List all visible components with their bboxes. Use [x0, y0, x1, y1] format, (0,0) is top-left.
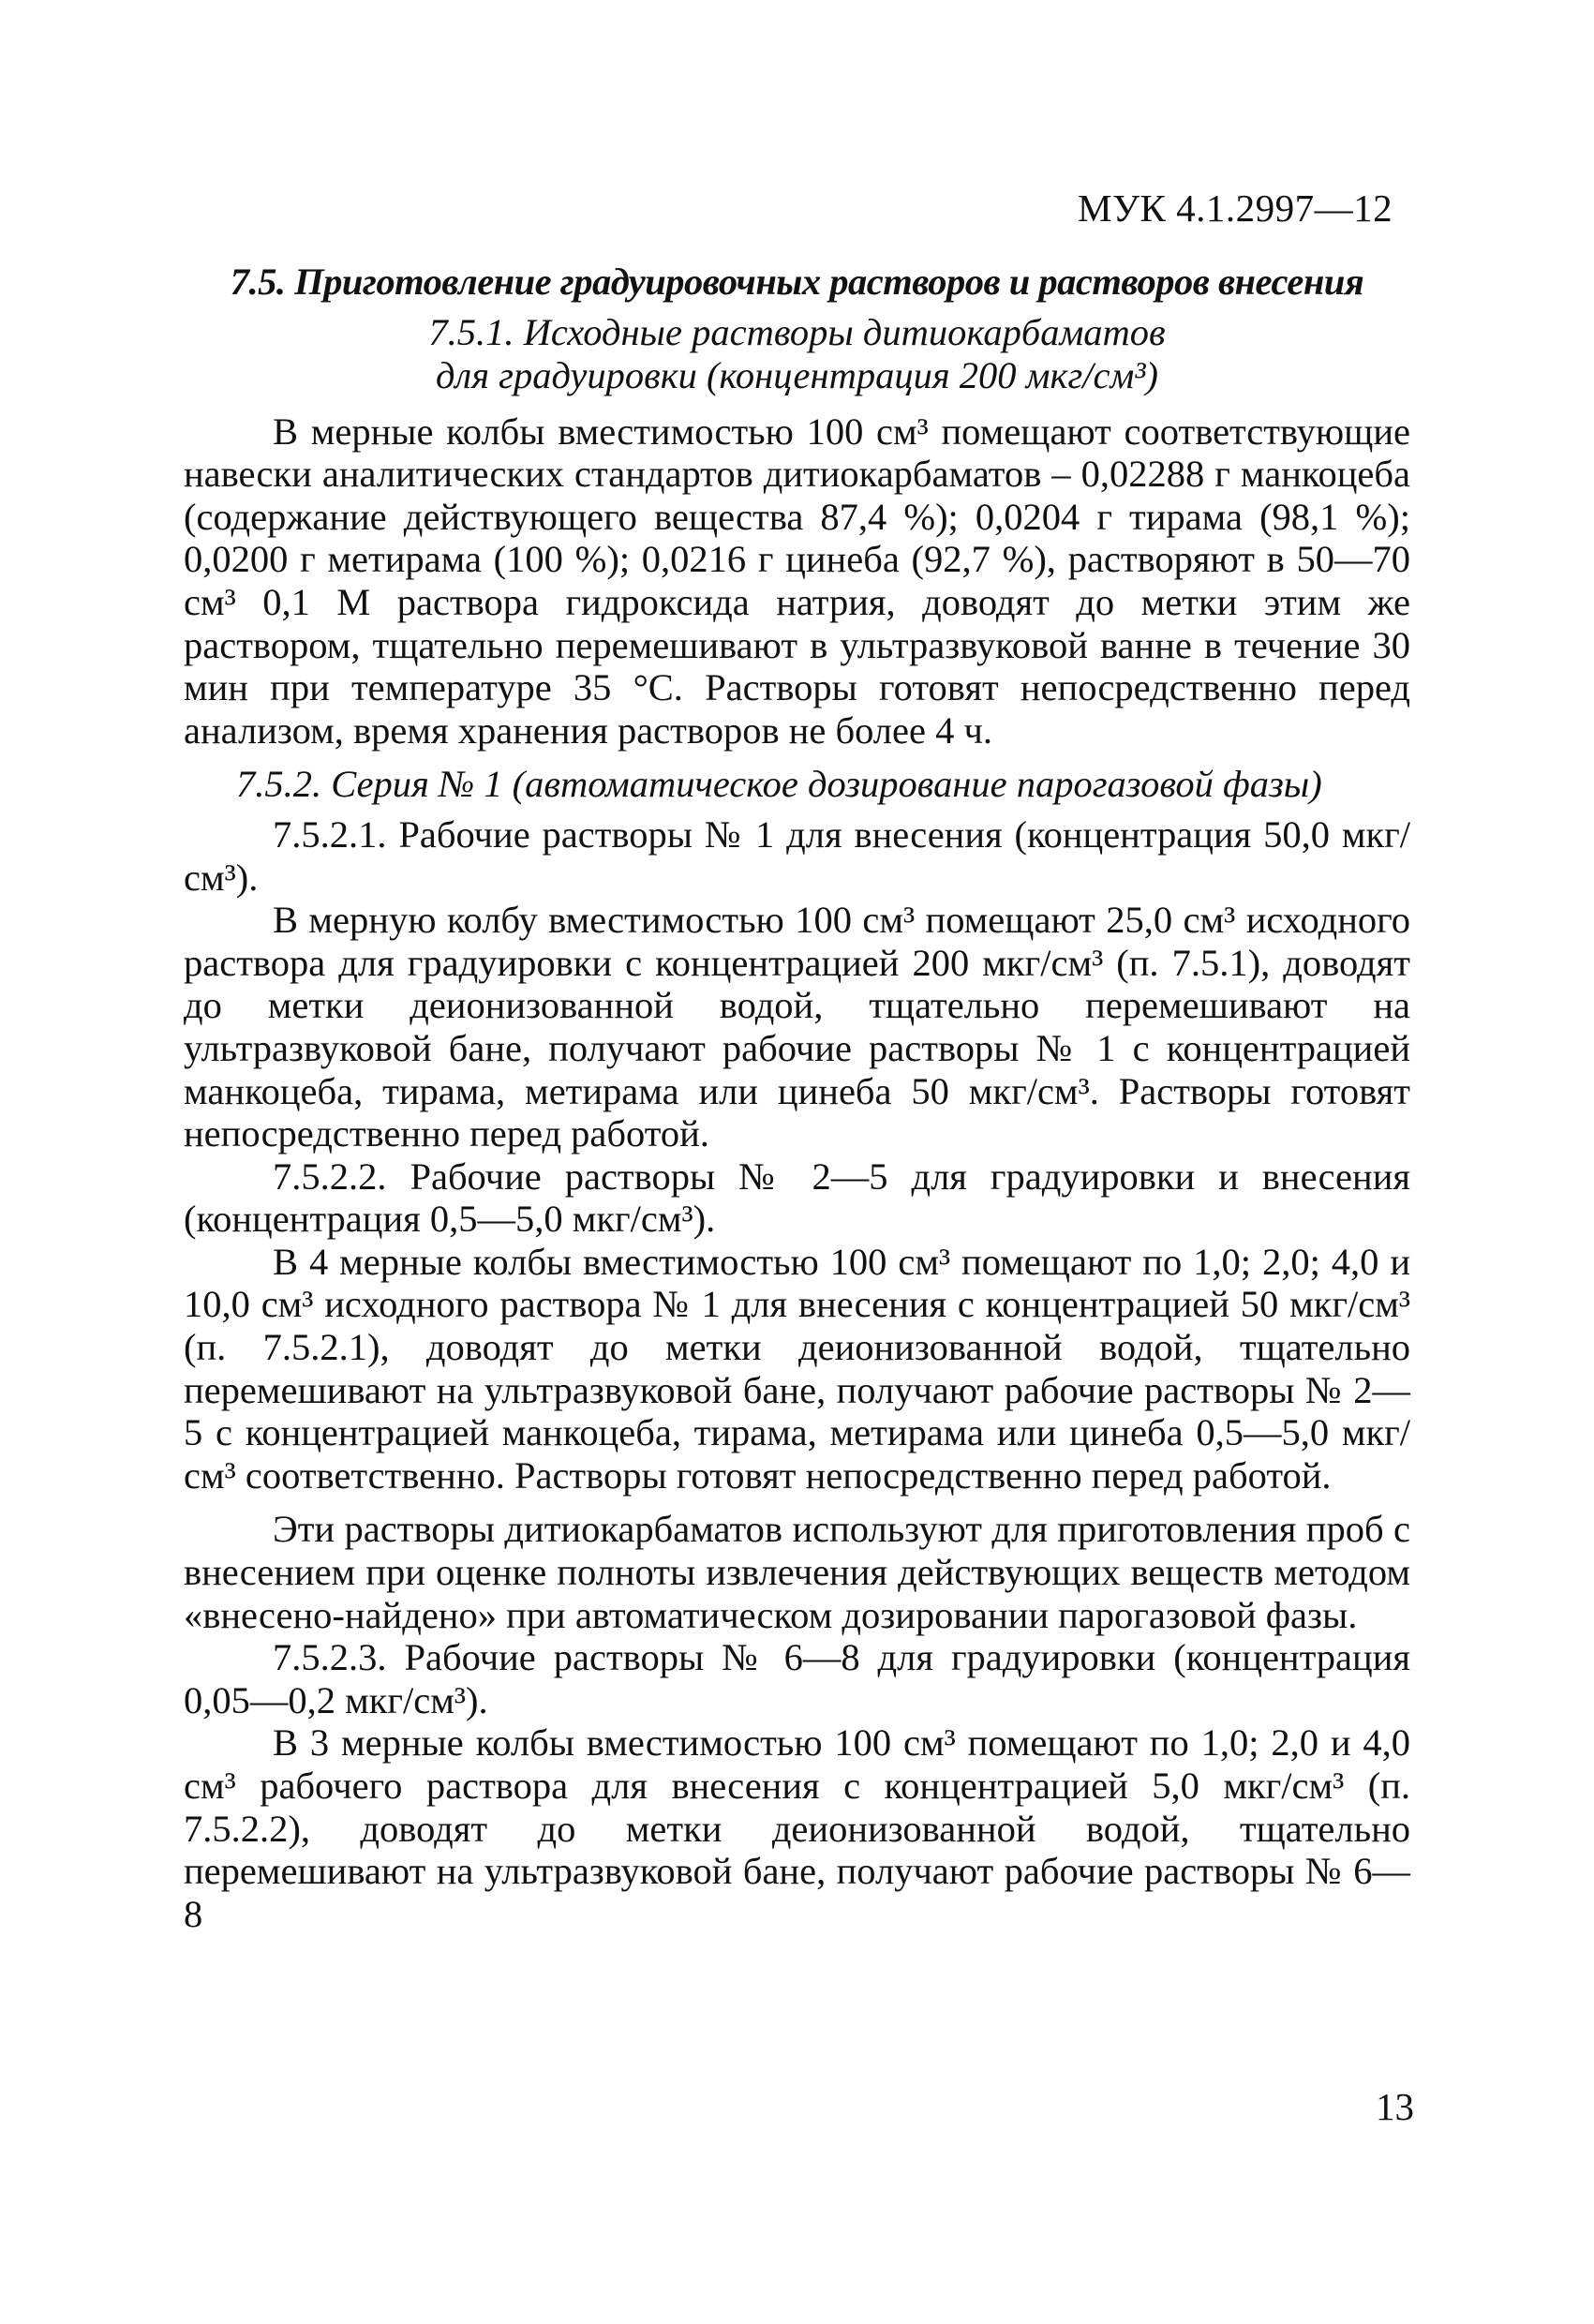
paragraph-7-5-2-3: 7.5.2.3. Рабочие растворы № 6—8 для градуировки (концентрация 0,05—0,2 мкг/см³).: [184, 1636, 1410, 1721]
subsection-title-line-1: 7.5.1. Исходные растворы дитиокарбаматов: [428, 310, 1166, 353]
paragraph-usage-note: Эти растворы дитиокарбаматов используют для приготовления проб с внесением при оценке полноты извлечения действующих веществ методом «внесено-найдено» при автоматическом дозировании парогазовой фазы.: [184, 1508, 1410, 1636]
subsection-title-7-5-1: [184, 311, 1410, 397]
paragraph-7-5-2-2: 7.5.2.2. Рабочие растворы № 2—5 для градуировки и внесения (концентрация 0,5—5,0 мкг/см³).: [184, 1155, 1410, 1241]
subsection-title-7-5-2: 7.5.2. Серия № 1 (автоматическое дозирование парогазовой фазы): [236, 763, 1322, 806]
page-body: [184, 261, 1410, 1935]
section-title: 7.5. Приготовление градуировочных растворов и растворов внесения: [230, 261, 1364, 303]
paragraph-working-solutions-6-8: В 3 мерные колбы вместимостью 100 см³ помещают по 1,0; 2,0 и 4,0 см³ рабочего раствора для внесения с концентрацией 5,0 мкг/см³ (п. 7.5.2.2), доводят до метки деионизованной водой, тщательно перемешивают на ультразвуковой бане, получают рабочие растворы № 6—8: [184, 1721, 1410, 1935]
paragraph-7-5-2-1: 7.5.2.1. Рабочие растворы № 1 для внесения (концентрация 50,0 мкг/см³).: [184, 812, 1410, 899]
page-number: 13: [1376, 2085, 1414, 2128]
paragraph-stock-solutions: В мерные колбы вместимостью 100 см³ помещают соответствующие навески аналитических стандартов дитиокарбаматов – 0,02288 г манкоцеба (содержание действующего вещества 87,4 %); 0,0204 г тирама (98,1 %); 0,0200 г метирама (100 %); 0,0216 г цинеба (92,7 %), растворяют в 50—70 см³ 0,1 М раствора гидроксида натрия, доводят до метки этим же раствором, тщательно перемешивают в ультразвуковой ванне в течение 30 мин при температуре 35 °С. Растворы готовят непосредственно перед анализом, время хранения растворов не более 4 ч.: [184, 410, 1410, 752]
paragraph-working-solution-1: В мерную колбу вместимостью 100 см³ помещают 25,0 см³ исходного раствора для градуировки с концентрацией 200 мкг/см³ (п. 7.5.1), доводят до метки деионизованной водой, тщательно перемешивают на ультразвуковой бане, получают рабочие растворы № 1 с концентрацией манкоцеба, тирама, метирама или цинеба 50 мкг/см³. Растворы готовят непосредственно перед работой.: [184, 899, 1410, 1155]
running-header: МУК 4.1.2997—12: [1078, 186, 1393, 230]
paragraph-working-solutions-2-5: В 4 мерные колбы вместимостью 100 см³ помещают по 1,0; 2,0; 4,0 и 10,0 см³ исходного раствора № 1 для внесения с концентрацией 50 мкг/см³ (п. 7.5.2.1), доводят до метки деионизованной водой, тщательно перемешивают на ультразвуковой бане, получают рабочие растворы № 2—5 с концентрацией манкоцеба, тирама, метирама или цинеба 0,5—5,0 мкг/см³ соответственно. Растворы готовят непосредственно перед работой.: [184, 1240, 1410, 1497]
subsection-title-line-2: для градуировки (концентрация 200 мкг/см³): [436, 353, 1158, 396]
